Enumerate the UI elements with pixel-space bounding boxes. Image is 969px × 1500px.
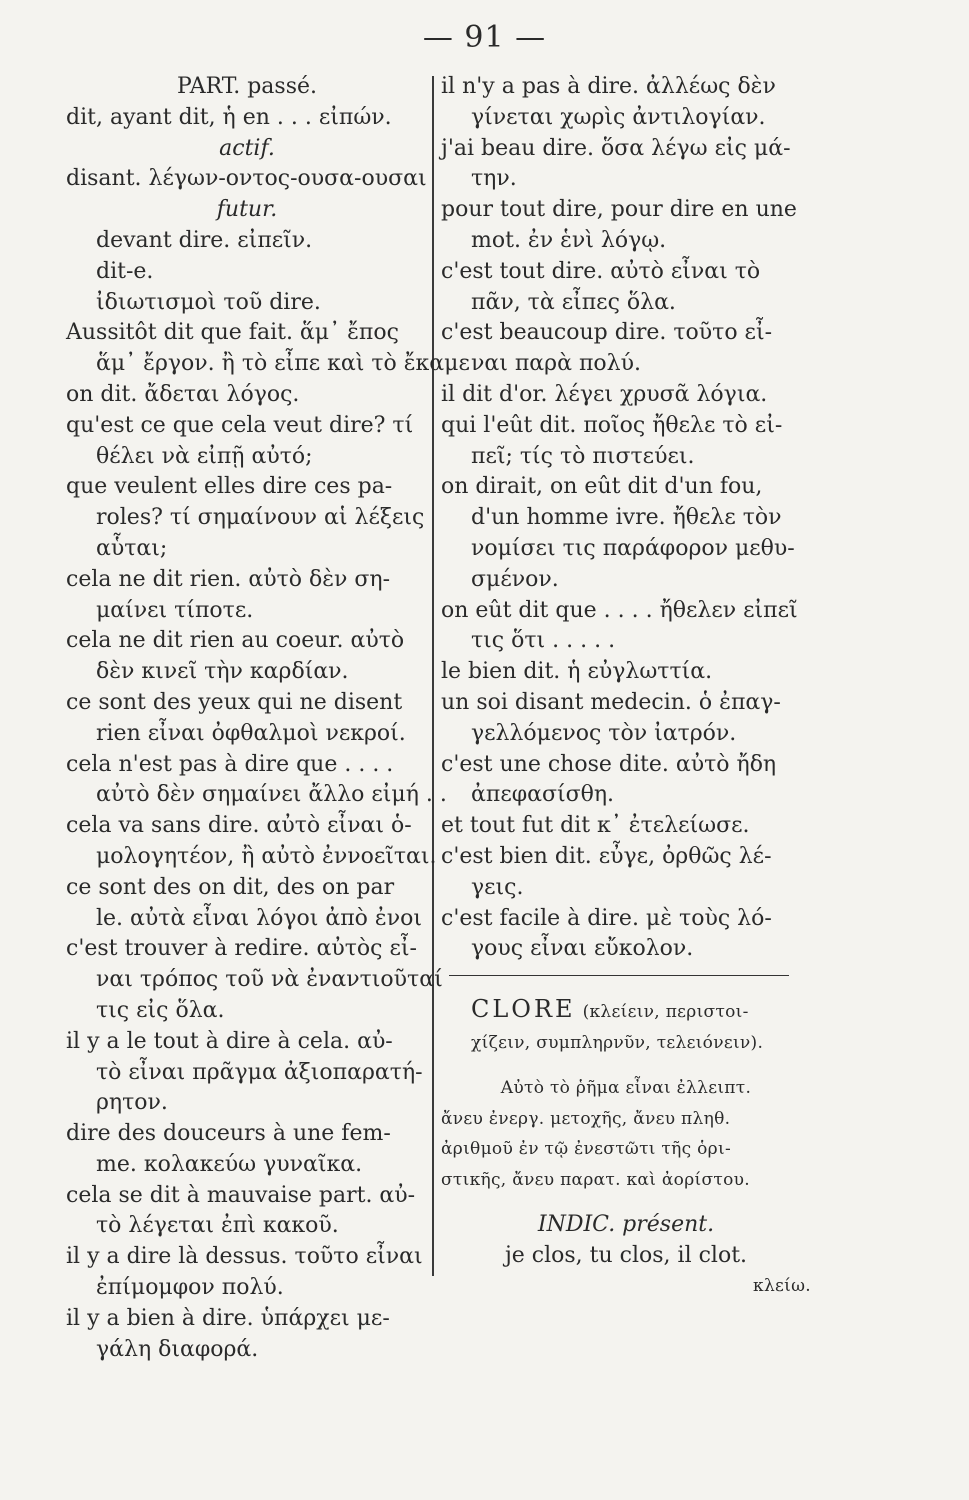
dictionary-line: αὐτὸ δὲν σημαίνει ἄλλο εἰμή . . (96, 782, 447, 808)
dictionary-line: j'ai beau dire. ὅσα λέγω εἰς μά- (441, 135, 791, 161)
dictionary-line: Aussitôt dit que fait. ἅμ᾽ ἔπος (66, 320, 399, 346)
column-divider (432, 76, 434, 1276)
dictionary-line: il y a le tout à dire à cela. αὐ- (66, 1028, 393, 1054)
dictionary-line: ναι τρόπος τοῦ νὰ ἐναντιοῦταί (96, 967, 443, 993)
dictionary-line: ναι παρὰ πολύ. (471, 351, 641, 377)
dictionary-line: d'un homme ivre. ἤθελε τὸν (471, 505, 782, 531)
dictionary-line: qui l'eût dit. ποῖος ἤθελε τὸ εἰ- (441, 412, 783, 438)
dictionary-line: on dirait, on eût dit d'un fou, (441, 474, 763, 500)
dictionary-line: et tout fut dit κ᾽ ἐτελείωσε. (441, 813, 750, 839)
right-entries (441, 72, 811, 965)
dictionary-line: ce sont des yeux qui ne disent (66, 689, 403, 715)
note-line: ἀριθμοῦ ἐν τῷ ἐνεστῶτι τῆς ὁρι- (441, 1139, 731, 1160)
dictionary-line: σμένον. (471, 566, 559, 592)
left-column (66, 72, 470, 1365)
dictionary-line: pour tout dire, pour dire en une (441, 197, 797, 223)
dictionary-line: PART. passé. (176, 74, 318, 99)
dictionary-line: un soi disant medecin. ὁ ἐπαγ- (441, 689, 781, 715)
clore-definition-cont: χίζειν, συμπληρνῦν, τελειόνειν). (471, 1032, 764, 1053)
dictionary-line: ἅμ᾽ ἔργον. ἢ τὸ εἶπε καὶ τὸ ἔκαμε (96, 351, 470, 377)
dictionary-line: ρητον. (96, 1090, 168, 1116)
note-line: ἄνευ ἐνεργ. μετοχῆς, ἄνευ πληθ. (441, 1108, 731, 1129)
dictionary-line: νομίσει τις παράφορον μεθυ- (471, 535, 795, 561)
dictionary-line: il y a dire là dessus. τοῦτο εἶναι (66, 1244, 423, 1270)
dictionary-line: cela ne dit rien. αὐτὸ δὲν ση- (66, 566, 391, 592)
clore-definition: (κλείειν, περιστοι- (582, 1002, 749, 1023)
dictionary-line: le bien dit. ἡ εὐγλωττία. (441, 659, 713, 685)
dictionary-line: dit, ayant dit, ἡ en . . . εἰπών. (66, 104, 392, 130)
dictionary-line: c'est une chose dite. αὐτὸ ἤδη (441, 751, 777, 777)
page-number: — 91 — (422, 20, 547, 55)
dictionary-line: c'est beaucoup dire. τοῦτο εἶ- (441, 320, 773, 346)
conjugation-line: je clos, tu clos, il clot. (504, 1242, 748, 1268)
dictionary-line: ἰδιωτισμοὶ τοῦ dire. (96, 289, 321, 315)
dictionary-line: αὗται; (96, 535, 168, 561)
dictionary-line: τις εἰς ὅλα. (96, 997, 225, 1023)
dictionary-line: c'est bien dit. εὖγε, ὀρθῶς λέ- (441, 843, 772, 869)
dictionary-line: cela n'est pas à dire que . . . . (66, 751, 394, 777)
clore-heading (441, 994, 811, 1028)
dictionary-line: dire des douceurs à une fem- (66, 1121, 391, 1147)
dictionary-line: c'est tout dire. αὐτὸ εἶναι τὸ (441, 258, 761, 284)
dictionary-line: que veulent elles dire ces pa- (66, 474, 393, 500)
dictionary-line: me. κολακεύω γυναῖκα. (96, 1151, 363, 1177)
dictionary-line: τὸ εἶναι πρᾶγμα ἀξιοπαρατή- (96, 1059, 423, 1085)
dictionary-line: γους εἶναι εὔκολον. (471, 936, 694, 962)
dictionary-line: disant. λέγων-οντος-ουσα-ουσαι (66, 166, 427, 192)
indic-label: INDIC. présent. (537, 1211, 715, 1237)
dictionary-line: τὸ λέγεται ἐπὶ κακοῦ. (96, 1213, 339, 1239)
dictionary-line: γίνεται χωρὶς ἀντιλογίαν. (471, 104, 766, 130)
dictionary-line: futur. (216, 197, 278, 223)
dictionary-line: on eût dit que . . . . ἤθελεν εἰπεῖ (441, 597, 798, 623)
dictionary-line: μαίνει τίποτε. (96, 597, 254, 623)
dictionary-line: cela se dit à mauvaise part. αὐ- (66, 1182, 416, 1208)
dictionary-line: γελλόμενος τὸν ἰατρόν. (471, 720, 737, 746)
dictionary-line: mot. ἐν ἑνὶ λόγῳ. (471, 227, 667, 253)
dictionary-line: on dit. ἄδεται λόγος. (66, 381, 300, 407)
note-line: Αὐτὸ τὸ ῥῆμα εἶναι ἐλλειπτ. (500, 1077, 752, 1098)
dictionary-line: πεῖ; τίς τὸ πιστεύει. (471, 443, 695, 469)
dictionary-line: μολογητέον, ἢ αὐτὸ ἐννοεῖται. (96, 843, 437, 869)
note-line: στικῆς, ἄνευ παρατ. καὶ ἀορίστου. (441, 1170, 750, 1191)
dictionary-line: actif. (219, 135, 275, 161)
section-divider (449, 975, 789, 976)
dictionary-line: roles? τί σημαίνουν αἱ λέξεις (96, 505, 425, 531)
clore-title: CLORE (471, 995, 576, 1024)
conjugation-greek: κλείω. (753, 1276, 811, 1297)
dictionary-line: le. αὐτὰ εἶναι λόγοι ἀπὸ ἐνοι (96, 905, 422, 931)
dictionary-line: c'est trouver à redire. αὐτὸς εἶ- (66, 936, 417, 962)
dictionary-line: ce sont des on dit, des on par (66, 874, 395, 900)
dictionary-line: devant dire. εἰπεῖν. (96, 227, 313, 253)
dictionary-line: il dit d'or. λέγει χρυσᾶ λόγια. (441, 381, 768, 407)
dictionary-line: τις ὅτι . . . . . (471, 628, 616, 654)
dictionary-line: γεις. (471, 874, 524, 900)
dictionary-line: il y a bien à dire. ὑπάρχει με- (66, 1305, 390, 1331)
dictionary-line: ἀπεφασίσθη. (471, 782, 615, 808)
right-column (441, 72, 811, 1302)
dictionary-line: c'est facile à dire. μὲ τοὺς λό- (441, 905, 772, 931)
dictionary-line: δὲν κινεῖ τὴν καρδίαν. (96, 659, 349, 685)
dictionary-line: γάλη διαφορά. (96, 1336, 259, 1362)
dictionary-line: την. (471, 166, 517, 192)
dictionary-line: qu'est ce que cela veut dire? τί (66, 412, 414, 438)
dictionary-line: πᾶν, τὰ εἶπες ὅλα. (471, 289, 676, 315)
dictionary-line: cela va sans dire. αὐτὸ εἶναι ὁ- (66, 813, 412, 839)
dictionary-line: θέλει νὰ εἰπῇ αὐτό; (96, 443, 313, 469)
dictionary-line: rien εἶναι ὀφθαλμοὶ νεκροί. (96, 720, 406, 746)
dictionary-line: ἐπίμομφον πολύ. (96, 1275, 284, 1301)
dictionary-line: cela ne dit rien au coeur. αὐτὸ (66, 628, 405, 654)
dictionary-line: dit-e. (96, 258, 154, 284)
dictionary-line: il n'y a pas à dire. ἀλλέως δὲν (441, 74, 776, 99)
